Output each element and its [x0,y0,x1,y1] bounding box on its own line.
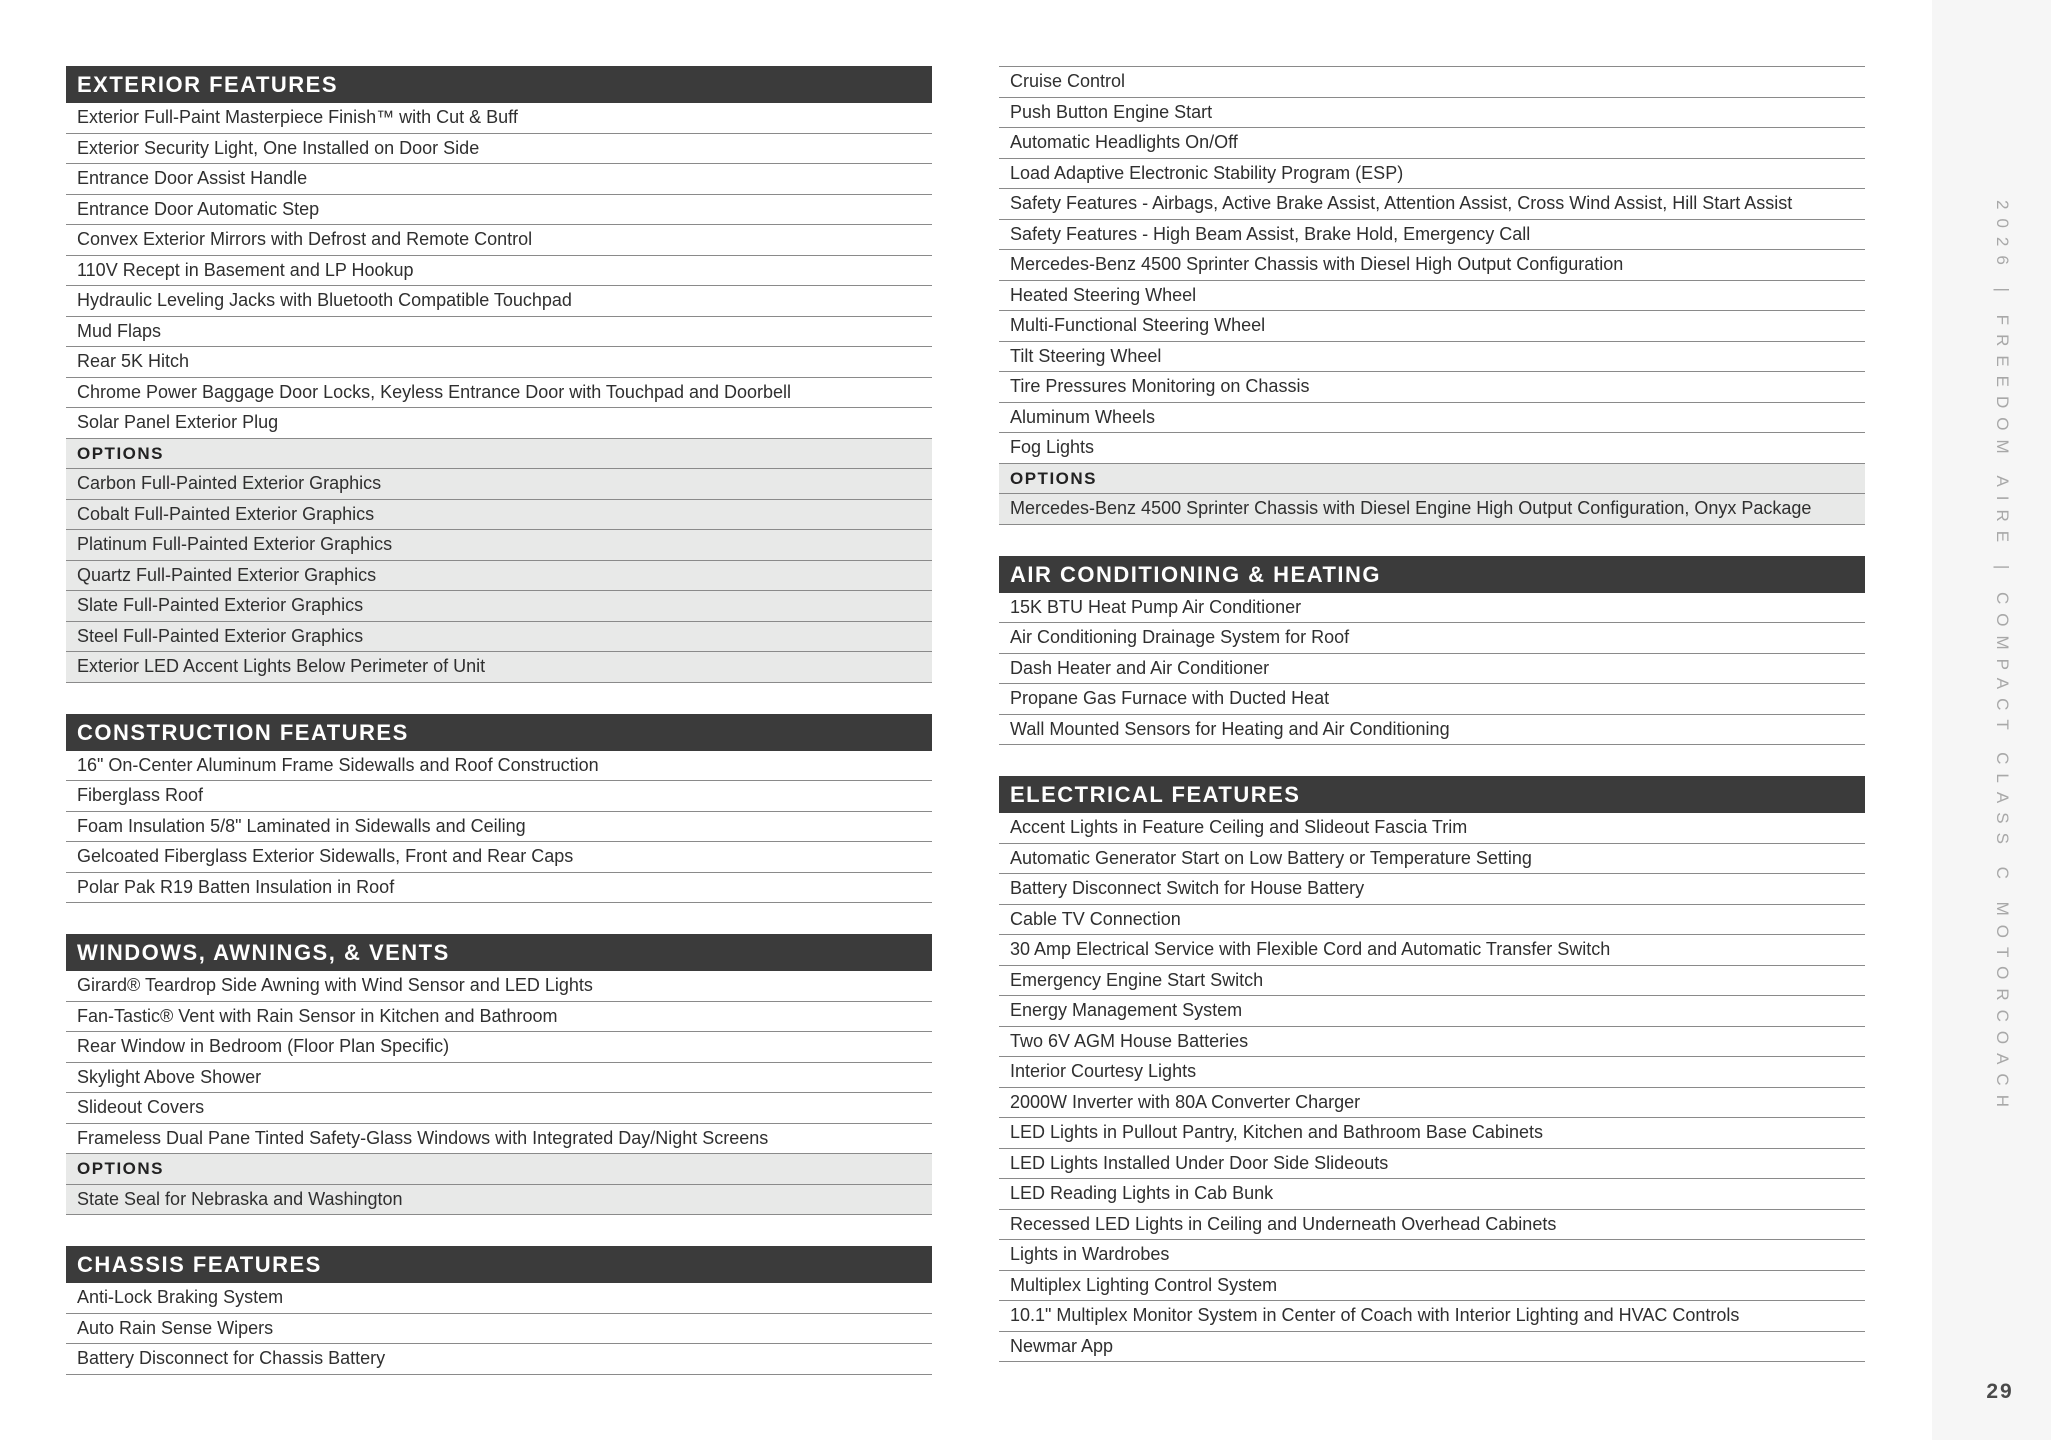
feature-list [999,813,1865,1362]
option-item: Slate Full-Painted Exterior Graphics [66,591,932,622]
feature-item: Interior Courtesy Lights [999,1057,1865,1088]
feature-list [999,593,1865,746]
feature-list [66,1283,932,1375]
feature-item: Fiberglass Roof [66,781,932,812]
feature-item: Newmar App [999,1332,1865,1363]
feature-item: Cable TV Connection [999,905,1865,936]
option-item: Exterior LED Accent Lights Below Perimeter of Unit [66,652,932,683]
feature-item: Convex Exterior Mirrors with Defrost and Remote Control [66,225,932,256]
feature-item: Push Button Engine Start [999,98,1865,129]
feature-item: Safety Features - Airbags, Active Brake Assist, Attention Assist, Cross Wind Assist, Hill Start Assist [999,189,1865,220]
exterior-features-section [66,66,932,683]
feature-item: Accent Lights in Feature Ceiling and Slideout Fascia Trim [999,813,1865,844]
feature-item: Entrance Door Assist Handle [66,164,932,195]
windows-awnings-vents-section [66,934,932,1215]
feature-item: Safety Features - High Beam Assist, Brake Hold, Emergency Call [999,220,1865,251]
feature-item: Air Conditioning Drainage System for Roof [999,623,1865,654]
feature-item: Rear Window in Bedroom (Floor Plan Specific) [66,1032,932,1063]
air-conditioning-heating-section [999,556,1865,746]
feature-item: Fog Lights [999,433,1865,464]
feature-item: LED Lights in Pullout Pantry, Kitchen and Bathroom Base Cabinets [999,1118,1865,1149]
feature-list [999,66,1865,525]
feature-item: 2000W Inverter with 80A Converter Charger [999,1088,1865,1119]
option-item: Mercedes-Benz 4500 Sprinter Chassis with Diesel Engine High Output Configuration, Onyx Package [999,494,1865,525]
option-item: Steel Full-Painted Exterior Graphics [66,622,932,653]
feature-item: Fan-Tastic® Vent with Rain Sensor in Kitchen and Bathroom [66,1002,932,1033]
feature-item: Lights in Wardrobes [999,1240,1865,1271]
feature-item: Automatic Headlights On/Off [999,128,1865,159]
chassis-features-continued-section [999,66,1865,525]
section-header: CHASSIS FEATURES [66,1246,932,1283]
feature-item: Slideout Covers [66,1093,932,1124]
feature-item: Polar Pak R19 Batten Insulation in Roof [66,873,932,904]
chassis-features-section [66,1246,932,1375]
feature-item: LED Reading Lights in Cab Bunk [999,1179,1865,1210]
feature-item: Aluminum Wheels [999,403,1865,434]
section-header: AIR CONDITIONING & HEATING [999,556,1865,593]
section-header: CONSTRUCTION FEATURES [66,714,932,751]
feature-item: Two 6V AGM House Batteries [999,1027,1865,1058]
feature-list [66,971,932,1215]
feature-item: Multi-Functional Steering Wheel [999,311,1865,342]
feature-item: Tilt Steering Wheel [999,342,1865,373]
feature-item: Rear 5K Hitch [66,347,932,378]
electrical-features-section [999,776,1865,1362]
feature-item: Recessed LED Lights in Ceiling and Underneath Overhead Cabinets [999,1210,1865,1241]
options-label: OPTIONS [66,439,932,470]
feature-item: 110V Recept in Basement and LP Hookup [66,256,932,287]
feature-item: Hydraulic Leveling Jacks with Bluetooth Compatible Touchpad [66,286,932,317]
feature-list [66,103,932,683]
feature-item: Frameless Dual Pane Tinted Safety-Glass Windows with Integrated Day/Night Screens [66,1124,932,1155]
feature-item: Emergency Engine Start Switch [999,966,1865,997]
feature-item: Propane Gas Furnace with Ducted Heat [999,684,1865,715]
feature-item: Gelcoated Fiberglass Exterior Sidewalls, Front and Rear Caps [66,842,932,873]
feature-item: Entrance Door Automatic Step [66,195,932,226]
section-header: WINDOWS, AWNINGS, & VENTS [66,934,932,971]
feature-item: Anti-Lock Braking System [66,1283,932,1314]
feature-list [66,751,932,904]
feature-item: Wall Mounted Sensors for Heating and Air Conditioning [999,715,1865,746]
section-header: ELECTRICAL FEATURES [999,776,1865,813]
feature-item: LED Lights Installed Under Door Side Slideouts [999,1149,1865,1180]
feature-item: 30 Amp Electrical Service with Flexible Cord and Automatic Transfer Switch [999,935,1865,966]
construction-features-section [66,714,932,904]
feature-item: Automatic Generator Start on Low Battery or Temperature Setting [999,844,1865,875]
feature-item: Battery Disconnect for Chassis Battery [66,1344,932,1375]
feature-item: Chrome Power Baggage Door Locks, Keyless Entrance Door with Touchpad and Doorbell [66,378,932,409]
left-column [66,66,932,1406]
option-item: Quartz Full-Painted Exterior Graphics [66,561,932,592]
vertical-running-title: 2026 | FREEDOM AIRE | COMPACT CLASS C MOTORCOACH [1993,200,2012,1116]
option-item: State Seal for Nebraska and Washington [66,1185,932,1216]
feature-item: Heated Steering Wheel [999,281,1865,312]
option-item: Cobalt Full-Painted Exterior Graphics [66,500,932,531]
feature-item: 16" On-Center Aluminum Frame Sidewalls and Roof Construction [66,751,932,782]
feature-item: Mercedes-Benz 4500 Sprinter Chassis with Diesel High Output Configuration [999,250,1865,281]
option-item: Platinum Full-Painted Exterior Graphics [66,530,932,561]
page-number: 29 [1986,1380,2014,1403]
feature-item: Foam Insulation 5/8" Laminated in Sidewalls and Ceiling [66,812,932,843]
feature-item: Load Adaptive Electronic Stability Program (ESP) [999,159,1865,190]
feature-item: Exterior Full-Paint Masterpiece Finish™ with Cut & Buff [66,103,932,134]
options-label: OPTIONS [66,1154,932,1185]
feature-item: Exterior Security Light, One Installed on Door Side [66,134,932,165]
feature-item: Solar Panel Exterior Plug [66,408,932,439]
options-label: OPTIONS [999,464,1865,495]
feature-item: Multiplex Lighting Control System [999,1271,1865,1302]
feature-item: Auto Rain Sense Wipers [66,1314,932,1345]
feature-item: 10.1" Multiplex Monitor System in Center of Coach with Interior Lighting and HVAC Controls [999,1301,1865,1332]
right-column [999,66,1865,1393]
section-header: EXTERIOR FEATURES [66,66,932,103]
feature-item: Skylight Above Shower [66,1063,932,1094]
feature-item: Battery Disconnect Switch for House Battery [999,874,1865,905]
feature-item: Dash Heater and Air Conditioner [999,654,1865,685]
feature-item: Mud Flaps [66,317,932,348]
feature-item: Girard® Teardrop Side Awning with Wind Sensor and LED Lights [66,971,932,1002]
option-item: Carbon Full-Painted Exterior Graphics [66,469,932,500]
feature-item: Energy Management System [999,996,1865,1027]
feature-item: Tire Pressures Monitoring on Chassis [999,372,1865,403]
feature-item: 15K BTU Heat Pump Air Conditioner [999,593,1865,624]
feature-item: Cruise Control [999,67,1865,98]
